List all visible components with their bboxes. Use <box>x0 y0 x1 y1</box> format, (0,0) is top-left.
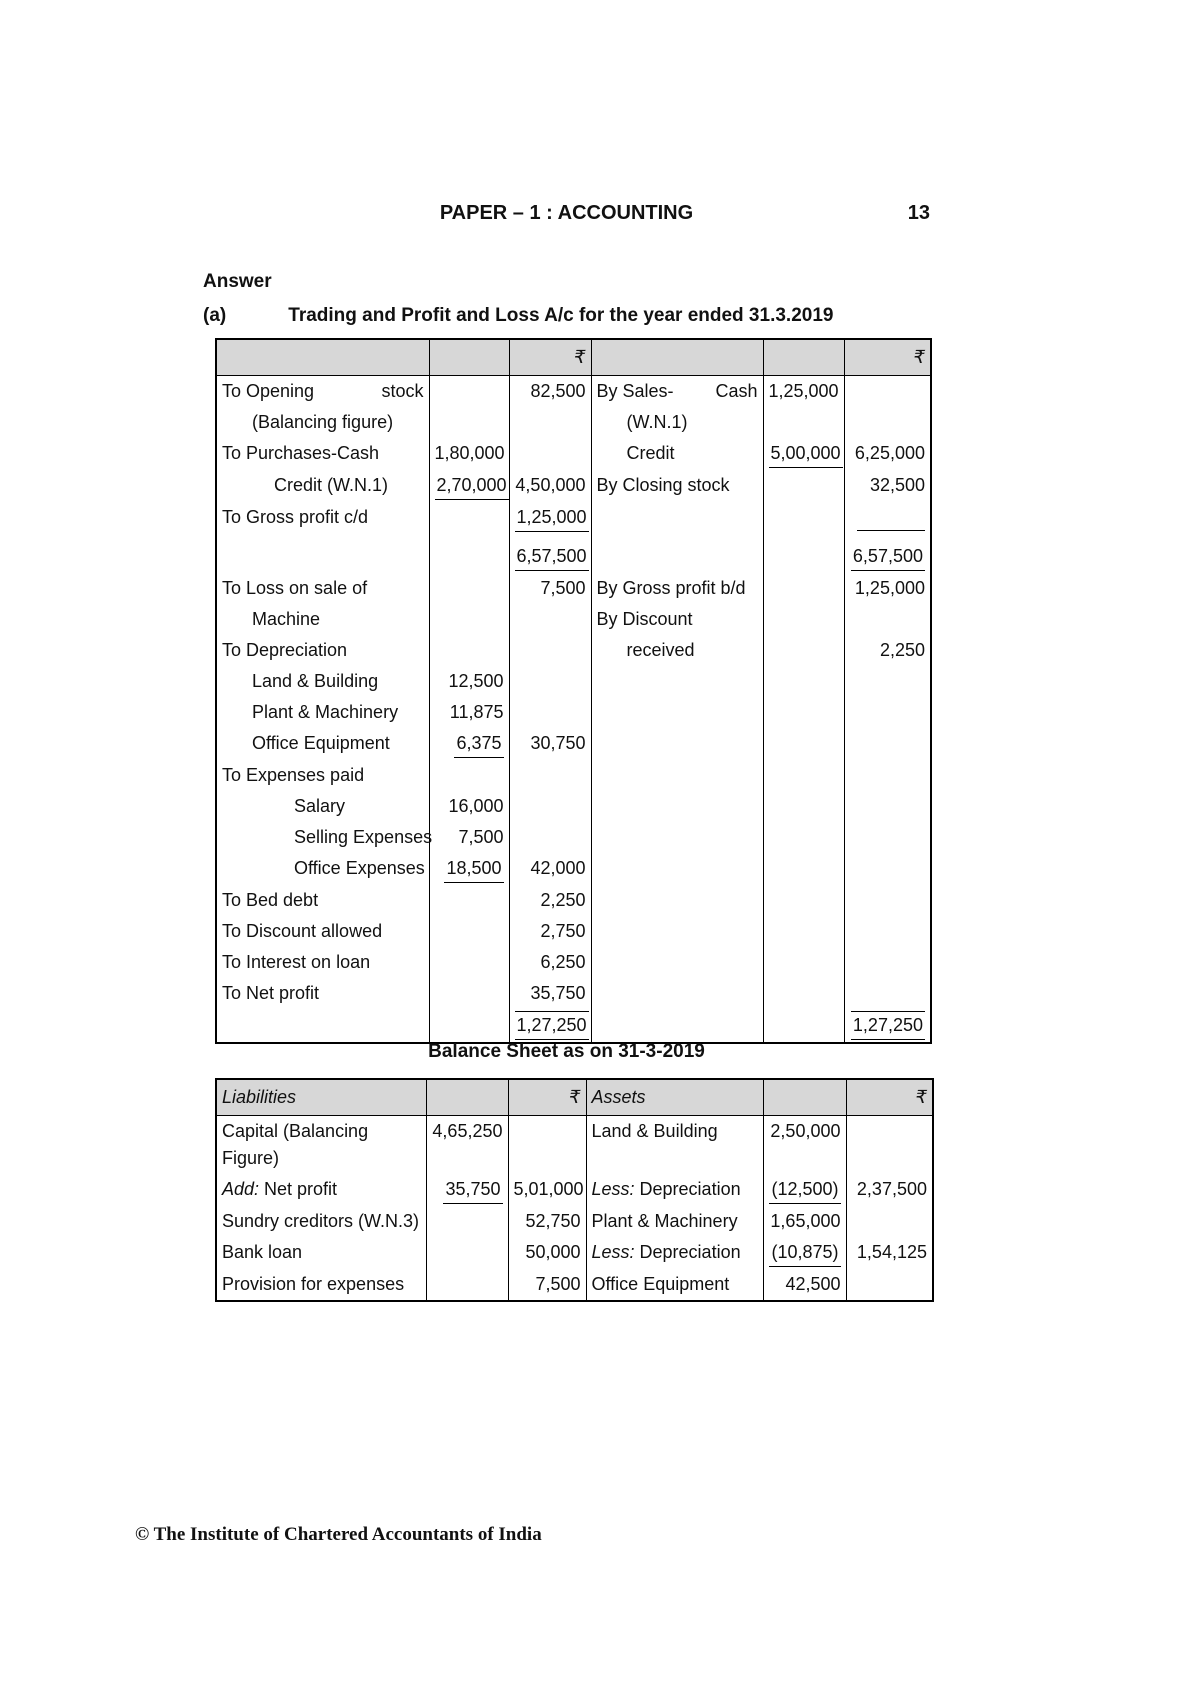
amount-cell <box>846 1174 933 1206</box>
amount-value: 82,500 <box>530 380 586 401</box>
amount-value: 5,01,000 <box>513 1178 584 1199</box>
table-row <box>216 438 931 470</box>
label-text: To Expenses paid <box>222 764 365 785</box>
italic-prefix: Add: <box>222 1178 260 1199</box>
amount-value: 2,750 <box>540 920 586 941</box>
amount-cell <box>429 947 509 978</box>
amount-cell <box>763 791 844 822</box>
amount-cell <box>509 728 591 760</box>
particulars-cell <box>216 635 429 666</box>
amount-cell <box>844 978 931 1009</box>
table-row <box>216 1174 933 1206</box>
amount-value: 42,000 <box>530 857 586 878</box>
amount-cell <box>844 1009 931 1043</box>
particulars-cell <box>591 438 763 470</box>
amount-value: 1,27,250 <box>515 1011 589 1040</box>
amount-value: 6,375 <box>454 730 503 758</box>
amount-value: 2,37,500 <box>856 1178 927 1199</box>
amount-cell <box>429 1009 509 1043</box>
amount-cell <box>429 728 509 760</box>
particulars-cell <box>591 604 763 635</box>
amount-cell <box>763 1174 846 1206</box>
particulars-cell <box>591 697 763 728</box>
particulars-cell <box>216 885 429 916</box>
amount-value: 1,27,250 <box>851 1011 925 1040</box>
amount-cell <box>509 470 591 502</box>
trading-account-table <box>215 338 932 1044</box>
amount-cell <box>429 760 509 791</box>
amount-cell <box>844 822 931 853</box>
amount-value: 2,50,000 <box>770 1120 841 1141</box>
amount-value: 12,500 <box>448 670 504 691</box>
label-text: Office Equipment <box>591 1273 730 1294</box>
amount-cell <box>429 502 509 541</box>
amount-cell <box>429 978 509 1009</box>
label-text: By Discount <box>596 608 693 629</box>
amount-value: (10,875) <box>769 1239 840 1267</box>
justified-label <box>597 378 758 405</box>
particulars-cell <box>216 697 429 728</box>
amount-cell <box>509 604 591 635</box>
amount-cell <box>763 916 844 947</box>
amount-value: 35,750 <box>443 1176 502 1204</box>
column-header-empty <box>763 1079 846 1115</box>
page-number: 13 <box>907 202 930 224</box>
column-header-empty <box>426 1079 508 1115</box>
amount-cell <box>509 573 591 604</box>
amount-cell <box>844 407 931 438</box>
label-text: Capital (Balancing Figure) <box>222 1120 369 1168</box>
label-text: (W.N.1) <box>626 411 688 432</box>
amount-value: 42,500 <box>785 1273 841 1294</box>
amount-cell <box>763 822 844 853</box>
table-row <box>216 573 931 604</box>
particulars-cell <box>216 947 429 978</box>
table-row <box>216 916 931 947</box>
particulars-cell <box>216 666 429 697</box>
amount-value: 1,65,000 <box>770 1210 841 1231</box>
particulars-cell <box>591 470 763 502</box>
amount-cell <box>509 916 591 947</box>
table-row <box>216 1115 933 1174</box>
table-row <box>216 885 931 916</box>
column-header-empty <box>763 339 844 375</box>
particulars-cell <box>591 760 763 791</box>
table-row <box>216 1269 933 1301</box>
label-text: To Gross profit c/d <box>222 506 369 527</box>
amount-value: 32,500 <box>869 474 925 495</box>
label-text: To Purchases-Cash <box>222 442 380 463</box>
amount-cell <box>426 1174 508 1206</box>
amount-value: 7,500 <box>540 577 586 598</box>
balance-sheet-title: Balance Sheet as on 31-3-2019 <box>428 1041 705 1062</box>
amount-cell <box>844 947 931 978</box>
particulars-cell <box>586 1206 763 1237</box>
amount-cell <box>426 1206 508 1237</box>
amount-cell <box>509 666 591 697</box>
amount-cell <box>844 885 931 916</box>
amount-value: 1,80,000 <box>434 442 505 463</box>
label-text: Add: Net profit <box>222 1178 338 1199</box>
amount-cell <box>763 1009 844 1043</box>
amount-value: 7,500 <box>535 1273 581 1294</box>
label-text: To Discount allowed <box>222 920 383 941</box>
label-text: Less: Depreciation <box>591 1241 741 1262</box>
amount-cell <box>426 1237 508 1269</box>
answer-label: Answer <box>203 271 272 292</box>
table-row <box>216 1237 933 1269</box>
amount-cell <box>429 470 509 502</box>
amount-cell <box>763 502 844 541</box>
particulars-cell <box>216 916 429 947</box>
amount-value: 1,25,000 <box>768 380 839 401</box>
particulars-cell <box>216 1115 426 1174</box>
amount-cell <box>763 375 844 407</box>
section-a-heading <box>203 305 833 327</box>
table-row <box>216 978 931 1009</box>
label-text: Selling Expenses <box>294 826 433 847</box>
trading-account-title: Trading and Profit and Loss A/c for the year ended 31.3.2019 <box>288 305 834 326</box>
amount-value: 6,25,000 <box>854 442 925 463</box>
amount-cell <box>846 1206 933 1237</box>
balance-sheet-table <box>215 1078 934 1302</box>
page-header <box>203 202 930 225</box>
particulars-cell <box>591 853 763 885</box>
amount-value: 52,750 <box>525 1210 581 1231</box>
label-text: Credit (W.N.1) <box>274 474 389 495</box>
particulars-cell <box>216 438 429 470</box>
amount-cell <box>429 438 509 470</box>
amount-value: 6,250 <box>540 951 586 972</box>
amount-cell <box>763 978 844 1009</box>
italic-prefix: Less: <box>591 1241 635 1262</box>
amount-cell <box>429 407 509 438</box>
column-header-empty <box>216 339 429 375</box>
particulars-cell <box>591 407 763 438</box>
table-row <box>216 760 931 791</box>
particulars-cell <box>216 573 429 604</box>
amount-cell <box>509 697 591 728</box>
particulars-cell <box>216 728 429 760</box>
amount-value: 2,70,000 <box>435 472 509 500</box>
label-text: To Depreciation <box>222 639 348 660</box>
copyright-footer: © The Institute of Chartered Accountants of India <box>135 1524 542 1545</box>
amount-value: 7,500 <box>458 826 504 847</box>
amount-cell <box>844 541 931 573</box>
amount-cell <box>844 438 931 470</box>
amount-cell <box>846 1115 933 1174</box>
header-row <box>216 339 931 375</box>
table-row <box>216 502 931 541</box>
amount-value: 16,000 <box>448 795 504 816</box>
amount-cell <box>763 760 844 791</box>
amount-cell <box>509 853 591 885</box>
column-header-empty <box>429 339 509 375</box>
table-row <box>216 635 931 666</box>
label-text: Machine <box>252 608 321 629</box>
particulars-cell <box>591 978 763 1009</box>
table-row <box>216 407 931 438</box>
amount-cell <box>509 791 591 822</box>
amount-cell <box>509 502 591 541</box>
amount-cell <box>426 1115 508 1174</box>
amount-value: 1,25,000 <box>515 504 589 532</box>
amount-value: 2,250 <box>540 889 586 910</box>
amount-value: 35,750 <box>530 982 586 1003</box>
amount-cell <box>509 1009 591 1043</box>
label-text: By Gross profit b/d <box>596 577 746 598</box>
amount-cell <box>763 853 844 885</box>
column-header: ₹ <box>509 339 591 375</box>
amount-value: 50,000 <box>525 1241 581 1262</box>
particulars-cell <box>591 666 763 697</box>
particulars-cell <box>216 1237 426 1269</box>
label-text: To Bed debt <box>222 889 319 910</box>
amount-cell <box>763 1206 846 1237</box>
particulars-cell <box>216 791 429 822</box>
table-row <box>216 791 931 822</box>
amount-cell <box>763 407 844 438</box>
particulars-cell <box>586 1174 763 1206</box>
particulars-cell <box>216 604 429 635</box>
label-text: To Interest on loan <box>222 951 371 972</box>
amount-cell <box>763 885 844 916</box>
particulars-cell <box>591 885 763 916</box>
part-label: (a) <box>203 305 227 326</box>
label-text: Plant & Machinery <box>591 1210 738 1231</box>
label-text: Sundry creditors (W.N.3) <box>222 1210 420 1231</box>
justified-label <box>222 378 424 405</box>
amount-value: 6,57,500 <box>515 543 589 571</box>
column-header: Assets <box>586 1079 763 1115</box>
amount-cell <box>509 822 591 853</box>
table-row <box>216 947 931 978</box>
label-text: By Sales- <box>596 380 674 401</box>
particulars-cell <box>216 541 429 573</box>
amount-cell <box>763 728 844 760</box>
particulars-cell <box>216 407 429 438</box>
particulars-cell <box>591 728 763 760</box>
table-row <box>216 470 931 502</box>
column-header-empty <box>591 339 763 375</box>
particulars-cell <box>216 1009 429 1043</box>
particulars-cell <box>216 502 429 541</box>
label-text: To Net profit <box>222 982 320 1003</box>
amount-value: 2,250 <box>879 639 925 660</box>
amount-cell <box>844 635 931 666</box>
amount-cell <box>844 697 931 728</box>
amount-cell <box>844 470 931 502</box>
amount-cell <box>763 1237 846 1269</box>
particulars-cell <box>586 1237 763 1269</box>
amount-cell <box>429 822 509 853</box>
label-text: To Opening <box>222 380 315 401</box>
amount-cell <box>509 978 591 1009</box>
amount-cell <box>763 697 844 728</box>
amount-cell <box>429 635 509 666</box>
amount-cell <box>844 666 931 697</box>
amount-cell <box>763 438 844 470</box>
particulars-cell <box>216 978 429 1009</box>
label-text: Salary <box>294 795 346 816</box>
label-text: Credit <box>626 442 675 463</box>
amount-value: 4,50,000 <box>515 474 586 495</box>
table-row <box>216 604 931 635</box>
amount-value <box>857 504 925 531</box>
amount-cell <box>844 728 931 760</box>
amount-cell <box>844 916 931 947</box>
particulars-cell <box>591 791 763 822</box>
amount-cell <box>508 1206 586 1237</box>
amount-cell <box>844 791 931 822</box>
amount-cell <box>509 760 591 791</box>
amount-cell <box>429 604 509 635</box>
label-text: Cash <box>715 380 758 401</box>
table-row <box>216 541 931 573</box>
amount-cell <box>426 1269 508 1301</box>
particulars-cell <box>591 822 763 853</box>
amount-cell <box>429 853 509 885</box>
particulars-cell <box>591 947 763 978</box>
particulars-cell <box>591 573 763 604</box>
particulars-cell <box>216 470 429 502</box>
particulars-cell <box>586 1269 763 1301</box>
label-text: Provision for expenses <box>222 1273 405 1294</box>
amount-cell <box>508 1115 586 1174</box>
particulars-cell <box>216 1174 426 1206</box>
amount-cell <box>844 604 931 635</box>
label-text: received <box>626 639 695 660</box>
table-row <box>216 375 931 407</box>
column-header: ₹ <box>846 1079 933 1115</box>
amount-cell <box>844 853 931 885</box>
amount-cell <box>508 1237 586 1269</box>
table-row <box>216 853 931 885</box>
italic-prefix: Less: <box>591 1178 635 1199</box>
particulars-cell <box>216 760 429 791</box>
label-text: By Closing stock <box>596 474 730 495</box>
particulars-cell <box>216 1206 426 1237</box>
label-text: Land & Building <box>252 670 379 691</box>
particulars-cell <box>591 635 763 666</box>
amount-cell <box>763 666 844 697</box>
particulars-cell <box>591 541 763 573</box>
label-text: Office Expenses <box>294 857 425 878</box>
label-text: Plant & Machinery <box>252 701 399 722</box>
amount-cell <box>509 885 591 916</box>
amount-cell <box>763 1269 846 1301</box>
amount-value: (12,500) <box>769 1176 840 1204</box>
amount-value: 30,750 <box>530 732 586 753</box>
table-row <box>216 697 931 728</box>
label-text: Office Equipment <box>252 732 390 753</box>
amount-cell <box>509 375 591 407</box>
amount-value: 6,57,500 <box>851 543 925 571</box>
column-header: ₹ <box>844 339 931 375</box>
label-text: Bank loan <box>222 1241 303 1262</box>
particulars-cell <box>216 375 429 407</box>
column-header: Liabilities <box>216 1079 426 1115</box>
header-row <box>216 1079 933 1115</box>
amount-cell <box>844 502 931 541</box>
amount-cell <box>509 541 591 573</box>
amount-cell <box>763 573 844 604</box>
amount-cell <box>429 697 509 728</box>
amount-cell <box>429 541 509 573</box>
amount-cell <box>429 375 509 407</box>
particulars-cell <box>216 822 433 853</box>
amount-cell <box>763 470 844 502</box>
amount-cell <box>509 635 591 666</box>
label-text: stock <box>381 380 424 401</box>
amount-cell <box>508 1174 586 1206</box>
amount-value: 5,00,000 <box>769 440 843 468</box>
amount-cell <box>763 635 844 666</box>
table-row <box>216 728 931 760</box>
particulars-cell <box>591 375 763 407</box>
amount-cell <box>763 947 844 978</box>
amount-cell <box>763 1115 846 1174</box>
amount-cell <box>429 916 509 947</box>
amount-cell <box>763 541 844 573</box>
label-text: (Balancing figure) <box>252 411 394 432</box>
particulars-cell <box>591 1009 763 1043</box>
amount-cell <box>844 760 931 791</box>
amount-value: 1,54,125 <box>856 1241 927 1262</box>
amount-cell <box>509 438 591 470</box>
particulars-cell <box>216 853 429 885</box>
table-row <box>216 822 931 853</box>
amount-cell <box>429 791 509 822</box>
amount-cell <box>846 1269 933 1301</box>
amount-cell <box>509 407 591 438</box>
table-row <box>216 666 931 697</box>
particulars-cell <box>216 1269 426 1301</box>
amount-cell <box>429 666 509 697</box>
amount-cell <box>763 604 844 635</box>
particulars-cell <box>591 916 763 947</box>
label-text: Less: Depreciation <box>591 1178 741 1199</box>
table-row <box>216 1206 933 1237</box>
amount-cell <box>509 947 591 978</box>
label-text: To Loss on sale of <box>222 577 368 598</box>
amount-value: 4,65,250 <box>432 1120 503 1141</box>
column-header: ₹ <box>508 1079 586 1115</box>
paper-title: PAPER – 1 : ACCOUNTING <box>439 202 694 224</box>
amount-value: 11,875 <box>449 701 504 722</box>
amount-value: 1,25,000 <box>854 577 925 598</box>
amount-cell <box>429 573 509 604</box>
amount-value: 18,500 <box>444 855 503 883</box>
amount-cell <box>508 1269 586 1301</box>
particulars-cell <box>586 1115 763 1174</box>
amount-cell <box>846 1237 933 1269</box>
amount-cell <box>844 375 931 407</box>
amount-cell <box>429 885 509 916</box>
label-text: Land & Building <box>591 1120 718 1141</box>
amount-cell <box>844 573 931 604</box>
table-row <box>216 1009 931 1043</box>
particulars-cell <box>591 502 763 541</box>
